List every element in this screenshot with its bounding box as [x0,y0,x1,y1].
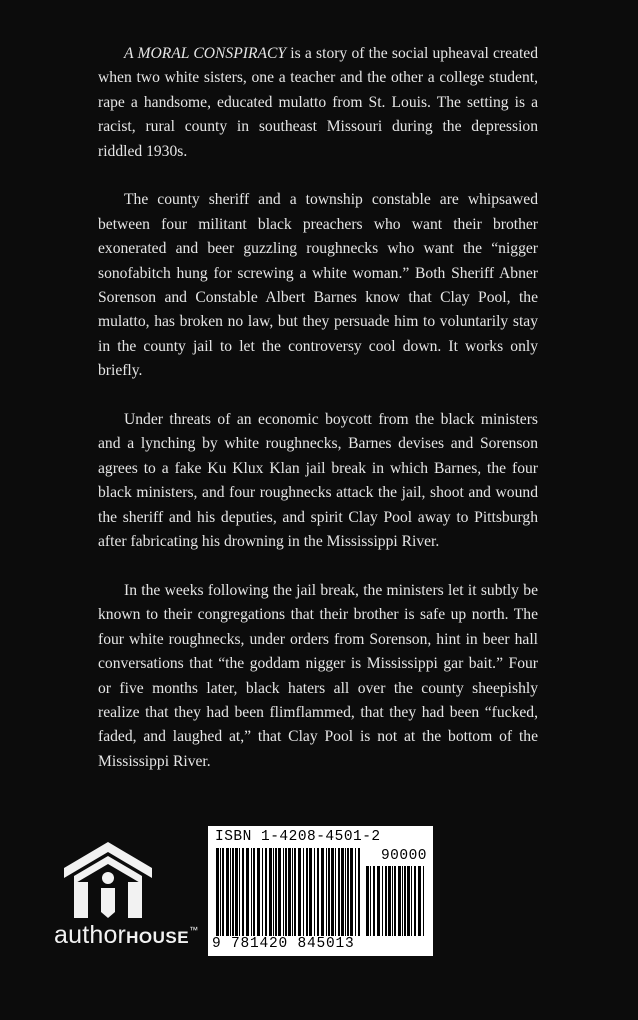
blurb-paragraph-1 [98,42,538,164]
addon-barcode-bars [366,866,426,936]
publisher-name-author: author [54,921,127,949]
back-cover-blurb [98,42,538,774]
publisher-wordmark [54,921,198,950]
price-code: 90000 [380,848,427,864]
publisher-logo [54,838,199,958]
ean-barcode-bars [216,848,362,936]
blurb-paragraph-1-text: is a story of the social upheaval created when two white sisters, one a teacher and the other a college student, rape a handsome, educated mulatto from St. Louis. The setting is a racist, rural county in southeast Missouri during the depression riddled 1930s. [98,45,539,160]
publisher-name-house: HOUSE [126,928,190,947]
authorhouse-book-house-icon [60,838,156,918]
blurb-paragraph-4: In the weeks following the jail break, the ministers let it subtly be known to their congregations that their brother is safe up north. The four white roughnecks, under orders from Sorenson, hint in beer hall conversations that “the goddam nigger is Mississippi gar bait.” Four or five months later, black haters all over the county sheepishly realize that they had been flimflammed, that they had been “fucked, faded, and laughed at,” that Clay Pool is not at the bottom of the Mississippi River. [98,581,538,770]
book-title: A MORAL CONSPIRACY [124,45,287,62]
trademark-symbol: ™ [189,925,199,935]
blurb-paragraph-3: Under threats of an economic boycott from the black ministers and a lynching by white roughnecks, Barnes devises and Sorenson agrees to a fake Ku Klux Klan jail break in which Barnes, the four black ministers, and four roughnecks attack the jail, shoot and wound the sheriff and his deputies, and spirit Clay Pool away to Pittsburgh after fabricating his drowning in the Mississippi River. [98,411,538,551]
isbn-barcode [208,826,433,956]
isbn-label: ISBN 1-4208-4501-2 [215,829,381,845]
blurb-paragraph-2: The county sheriff and a township constable are whipsawed between four militant black preachers who want their brother exonerated and beer guzzling roughnecks who want the “nigger sonofabitch hung for screwing a white woman.” Both Sheriff Abner Sorenson and Constable Albert Barnes know that Clay Pool, the mulatto, has broken no law, but they persuade him to voluntarily stay in the county jail to let the controversy cool down. It works only briefly. [98,191,538,380]
ean-digits: 9 781420 845013 [212,936,355,952]
